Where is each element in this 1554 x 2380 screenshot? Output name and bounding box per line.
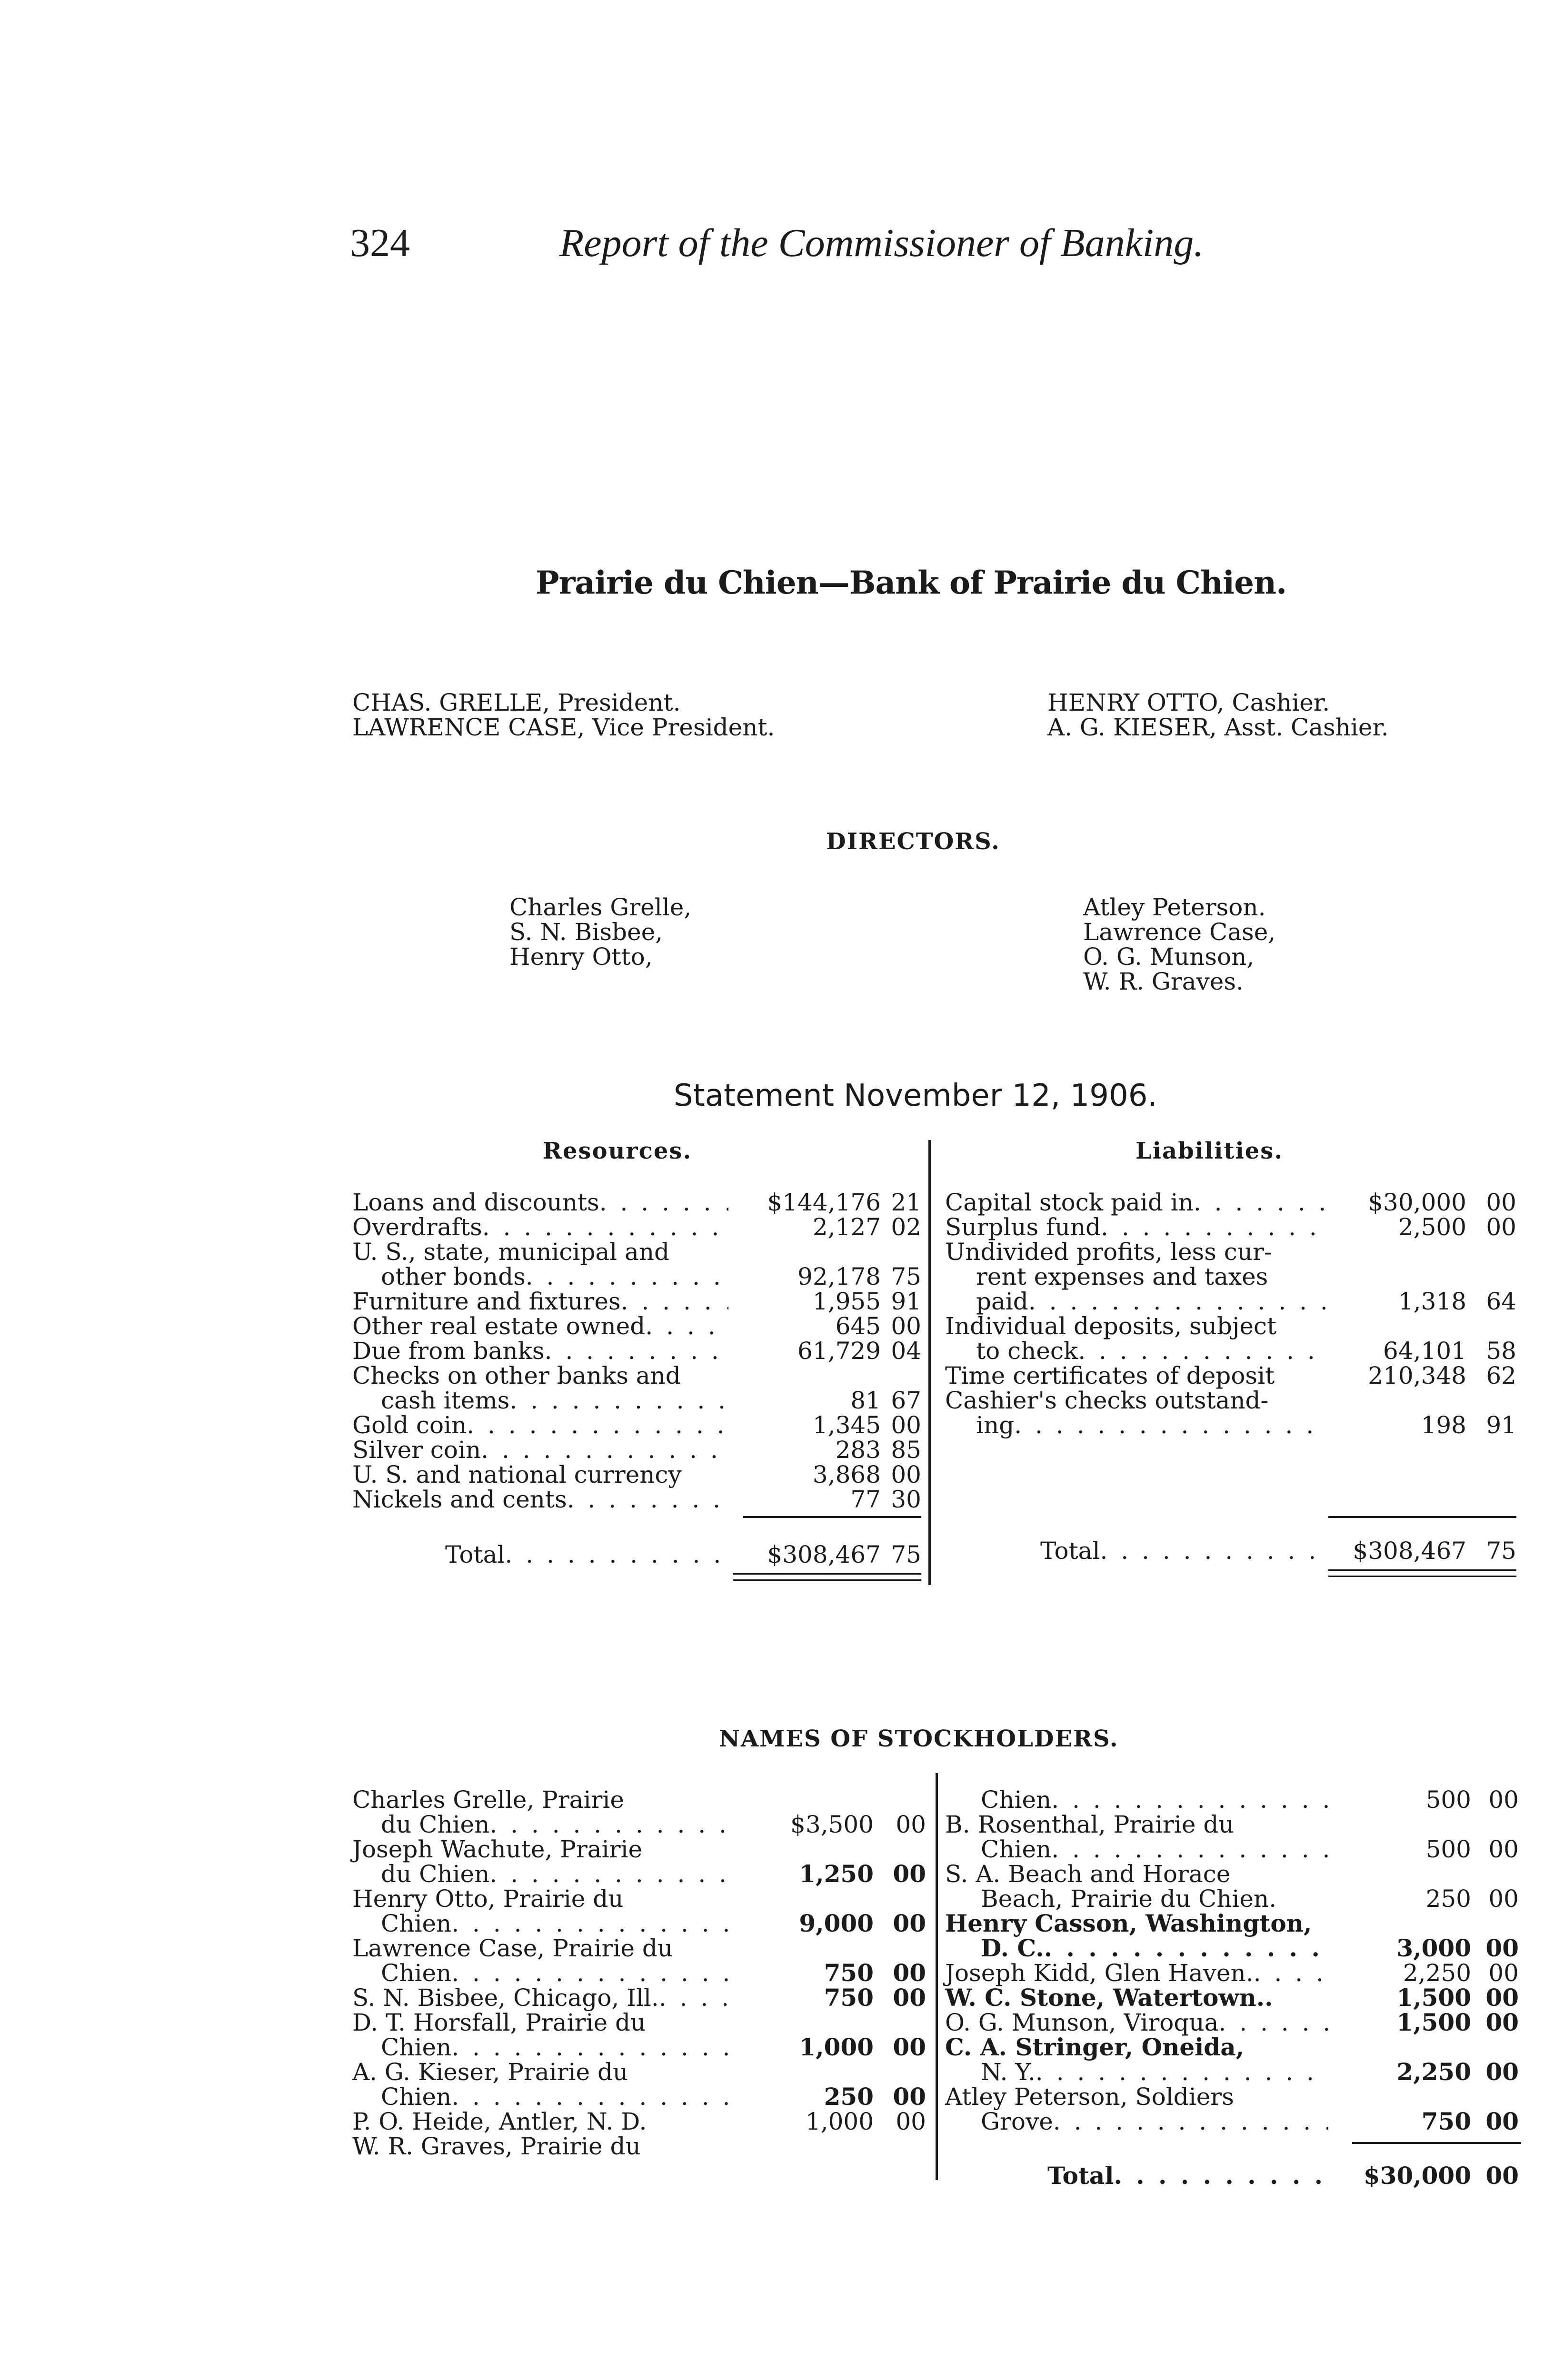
director-name: O. G. Munson, [1083,943,1255,971]
stockholder-cents: 00 [893,1959,926,1987]
total-row [1040,1538,1326,1563]
row-label: Overdrafts [352,1213,482,1241]
stockholder-dollars: 750 [824,1959,874,1987]
row-label: Furniture and fixtures [352,1288,621,1315]
stockholder-name: N. Y. [981,2058,1036,2086]
row-cents: 85 [891,1436,921,1464]
table-row [352,1413,728,1438]
stockholder-cents: 00 [893,1983,926,2012]
row-cents: 30 [891,1486,921,1513]
row-cents: 00 [1486,1213,1516,1241]
stockholder-dollars: 1,000 [799,2033,874,2061]
officer-asst-cashier: A. G. KIESER, Asst. Cashier. [1047,714,1389,741]
table-row [976,1289,1326,1314]
stockholder-dollars: 3,000 [1396,1934,1471,1962]
running-title: Report of the Commissioner of Banking. [559,221,1204,265]
resources-heading: Resources. [543,1138,692,1164]
stockholder-name: Chien [981,1835,1052,1863]
statement-heading: Statement November 12, 1906. [674,1078,1157,1113]
double-rule [733,1573,921,1575]
stockholder-name: Chien [381,1910,452,1937]
stockholder-name: O. G. Munson, Viroqua [945,2009,1219,2036]
stockholder-name: Atley Peterson, Soldiers [945,2083,1234,2111]
total-dollars: $30,000 [1363,2162,1471,2190]
total-row [1047,2163,1328,2188]
stockholder-dollars: 1,500 [1396,2008,1471,2036]
row-label: Undivided profits, less cur- [945,1238,1272,1266]
statement-column-rule [928,1140,931,1585]
stockholder-cents: 00 [896,2108,926,2135]
row-dollars: $30,000 [1368,1189,1466,1216]
stockholder-name: S. N. Bisbee, Chicago, Ill. [352,1984,659,2012]
list-item [381,1961,733,1985]
stockholder-name: Beach, Prairie du Chien. [981,1885,1277,1913]
row-label: U. S. and national currency [352,1461,682,1488]
row-dollars: 645 [835,1312,881,1340]
total-cents: 75 [1486,1537,1516,1565]
row-cents: 00 [1486,1189,1516,1216]
row-label: Cashier's checks outstand- [945,1387,1269,1414]
list-item [981,1787,1328,1812]
table-row [945,1215,1326,1240]
double-rule [733,1579,921,1581]
stockholder-name: Henry Otto, Prairie du [352,1885,624,1913]
table-row [976,1339,1326,1363]
stockholder-cents: 00 [896,1811,926,1838]
stockholder-name: Chien [381,2033,452,2061]
stockholder-name: Charles Grelle, Prairie [352,1786,624,1814]
row-cents: 91 [891,1288,921,1315]
stockholder-name: P. O. Heide, Antler, N. D. [352,2108,647,2135]
stockholders-column-rule [936,1773,938,2180]
table-row [352,1289,728,1314]
row-label: rent expenses and taxes [976,1263,1268,1290]
row-label: Gold coin [352,1411,467,1439]
row-label: U. S., state, municipal and [352,1238,670,1266]
stockholder-cents: 00 [893,2082,926,2111]
row-label: Due from banks [352,1337,545,1365]
table-row [945,1190,1326,1215]
row-dollars: 61,729 [797,1337,881,1365]
stockholder-cents: 00 [1485,2008,1519,2036]
stockholder-name: Lawrence Case, Prairie du [352,1934,673,1962]
stockholder-name: Grove [981,2108,1053,2135]
bank-title: Prairie du Chien—Bank of Prairie du Chien. [536,564,1287,601]
stockholder-cents: 00 [893,1909,926,1937]
stockholder-dollars: 2,250 [1403,1959,1471,1987]
stockholder-dollars: 750 [824,1983,874,2012]
stockholder-cents: 00 [893,1860,926,1888]
stockholder-name: D. T. Horsfall, Prairie du [352,2009,646,2036]
row-label: Capital stock paid in [945,1189,1194,1216]
total-cents: 00 [1485,2162,1519,2190]
row-label: to check [976,1337,1078,1365]
row-dollars: 3,868 [812,1461,881,1488]
row-cents: 67 [891,1387,921,1414]
list-item [381,2035,733,2060]
row-cents: 21 [891,1189,921,1216]
stockholder-name: du Chien [381,1860,490,1888]
row-label: Time certificates of deposit [945,1362,1275,1389]
director-name: Henry Otto, [509,943,653,971]
list-item [381,1812,733,1837]
stockholder-dollars: 1,250 [799,1860,874,1888]
row-label: Individual deposits, subject [945,1312,1277,1340]
total-rule [1352,2142,1521,2144]
row-cents: 00 [891,1461,921,1488]
stockholder-dollars: 1,000 [805,2108,874,2135]
stockholder-dollars: 750 [1421,2107,1471,2135]
row-label: other bonds [381,1263,526,1290]
row-label: Checks on other banks and [352,1362,681,1389]
stockholder-name: D. C. [981,1934,1044,1962]
table-row [352,1215,728,1240]
row-dollars: 64,101 [1383,1337,1466,1365]
director-name: Atley Peterson. [1083,893,1266,921]
stockholder-dollars: 250 [1425,1885,1471,1913]
stockholder-cents: 00 [1488,1786,1519,1814]
stockholder-dollars: $3,500 [790,1811,874,1838]
stockholder-dollars: 500 [1425,1835,1471,1863]
stockholder-dollars: 250 [824,2082,874,2111]
list-item [381,2084,733,2109]
stockholder-dollars: 9,000 [799,1909,874,1937]
row-dollars: 2,127 [812,1213,881,1241]
stockholder-name: Joseph Wachute, Prairie [352,1835,643,1863]
row-cents: 75 [891,1263,921,1290]
row-cents: 00 [891,1411,921,1439]
row-dollars: 1,318 [1398,1288,1466,1315]
row-dollars: 283 [835,1436,881,1464]
list-item [381,1911,733,1936]
row-dollars: 1,345 [812,1411,881,1439]
total-label: Total [445,1541,505,1568]
row-dollars: 92,178 [797,1263,881,1290]
row-label: ing [976,1411,1015,1439]
director-name: Lawrence Case, [1083,918,1276,946]
total-row [445,1542,728,1567]
row-cents: 00 [891,1312,921,1340]
stockholder-name: S. A. Beach and Horace [945,1860,1231,1888]
list-item [981,2060,1328,2084]
row-label: Nickels and cents [352,1486,567,1513]
stockholder-name: Joseph Kidd, Glen Haven. [945,1959,1254,1987]
list-item [981,1837,1328,1862]
officer-president: CHAS. GRELLE, President. [352,689,681,716]
stockholder-cents: 00 [1488,1835,1519,1863]
stockholder-name: C. A. Stringer, Oneida, [945,2033,1245,2061]
row-dollars: 210,348 [1368,1362,1466,1389]
total-dollars: $308,467 [1353,1537,1466,1565]
stockholder-dollars: 1,500 [1396,1983,1471,2012]
row-cents: 04 [891,1337,921,1365]
row-dollars: 77 [850,1486,881,1513]
row-dollars: 2,500 [1398,1213,1466,1241]
total-cents: 75 [891,1541,921,1568]
list-item [981,1936,1328,1961]
stockholder-name: Chien [981,1786,1052,1814]
list-item [981,2109,1328,2134]
stockholder-name: A. G. Kieser, Prairie du [352,2058,628,2086]
row-cents: 02 [891,1213,921,1241]
stockholder-cents: 00 [1488,1959,1519,1987]
table-row [381,1388,728,1413]
table-row [976,1413,1326,1438]
list-item [945,1961,1328,1985]
list-item [381,1862,733,1886]
row-label: Loans and discounts [352,1189,599,1216]
director-name: W. R. Graves. [1083,968,1244,995]
double-rule [1328,1576,1516,1577]
row-label: Surplus fund [945,1213,1101,1241]
row-cents: 64 [1486,1288,1516,1315]
stockholder-name: du Chien [381,1811,490,1838]
row-label: cash items [381,1387,510,1414]
row-label: paid [976,1288,1028,1315]
total-dollars: $308,467 [767,1541,881,1568]
stockholder-name: Henry Casson, Washington, [945,1909,1312,1937]
total-rule [743,1516,921,1518]
stockholder-cents: 00 [1485,2058,1519,2086]
stockholder-name: W. C. Stone, Watertown.. [945,1983,1273,2012]
row-dollars: 1,955 [812,1288,881,1315]
stockholder-cents: 00 [1485,1934,1519,1962]
officer-vice-president: LAWRENCE CASE, Vice President. [352,714,775,741]
table-row [352,1438,728,1462]
table-row [381,1264,728,1289]
stockholders-heading: NAMES OF STOCKHOLDERS. [719,1726,1119,1752]
directors-heading: DIRECTORS. [826,828,1000,855]
stockholder-cents: 00 [893,2033,926,2061]
page-number: 324 [350,221,410,265]
row-cents: 58 [1486,1337,1516,1365]
liabilities-heading: Liabilities. [1136,1138,1284,1164]
row-dollars: 198 [1421,1411,1466,1439]
double-rule [1328,1569,1516,1571]
table-row [352,1314,728,1339]
table-row [352,1487,728,1512]
stockholder-name: Chien [381,1959,452,1987]
stockholder-cents: 00 [1488,1885,1519,1913]
list-item [352,1985,733,2010]
stockholder-name: Chien [381,2083,452,2111]
row-dollars: 81 [850,1387,881,1414]
table-row [352,1339,728,1363]
row-label: Other real estate owned [352,1312,646,1340]
stockholder-name: B. Rosenthal, Prairie du [945,1811,1234,1838]
total-rule [1328,1516,1516,1518]
row-label: Silver coin [352,1436,481,1464]
row-dollars: $144,176 [767,1189,881,1216]
row-cents: 91 [1486,1411,1516,1439]
stockholder-dollars: 2,250 [1396,2058,1471,2086]
table-row [352,1190,728,1215]
director-name: Charles Grelle, [509,893,692,921]
stockholder-name: W. R. Graves, Prairie du [352,2132,641,2160]
total-label: Total [1047,2162,1114,2190]
stockholder-cents: 00 [1485,2107,1519,2135]
director-name: S. N. Bisbee, [509,918,663,946]
stockholder-dollars: 500 [1425,1786,1471,1814]
stockholder-cents: 00 [1485,1983,1519,2012]
officer-cashier: HENRY OTTO, Cashier. [1047,689,1330,716]
total-label: Total [1040,1537,1100,1565]
row-cents: 62 [1486,1362,1516,1389]
list-item [945,2010,1328,2035]
